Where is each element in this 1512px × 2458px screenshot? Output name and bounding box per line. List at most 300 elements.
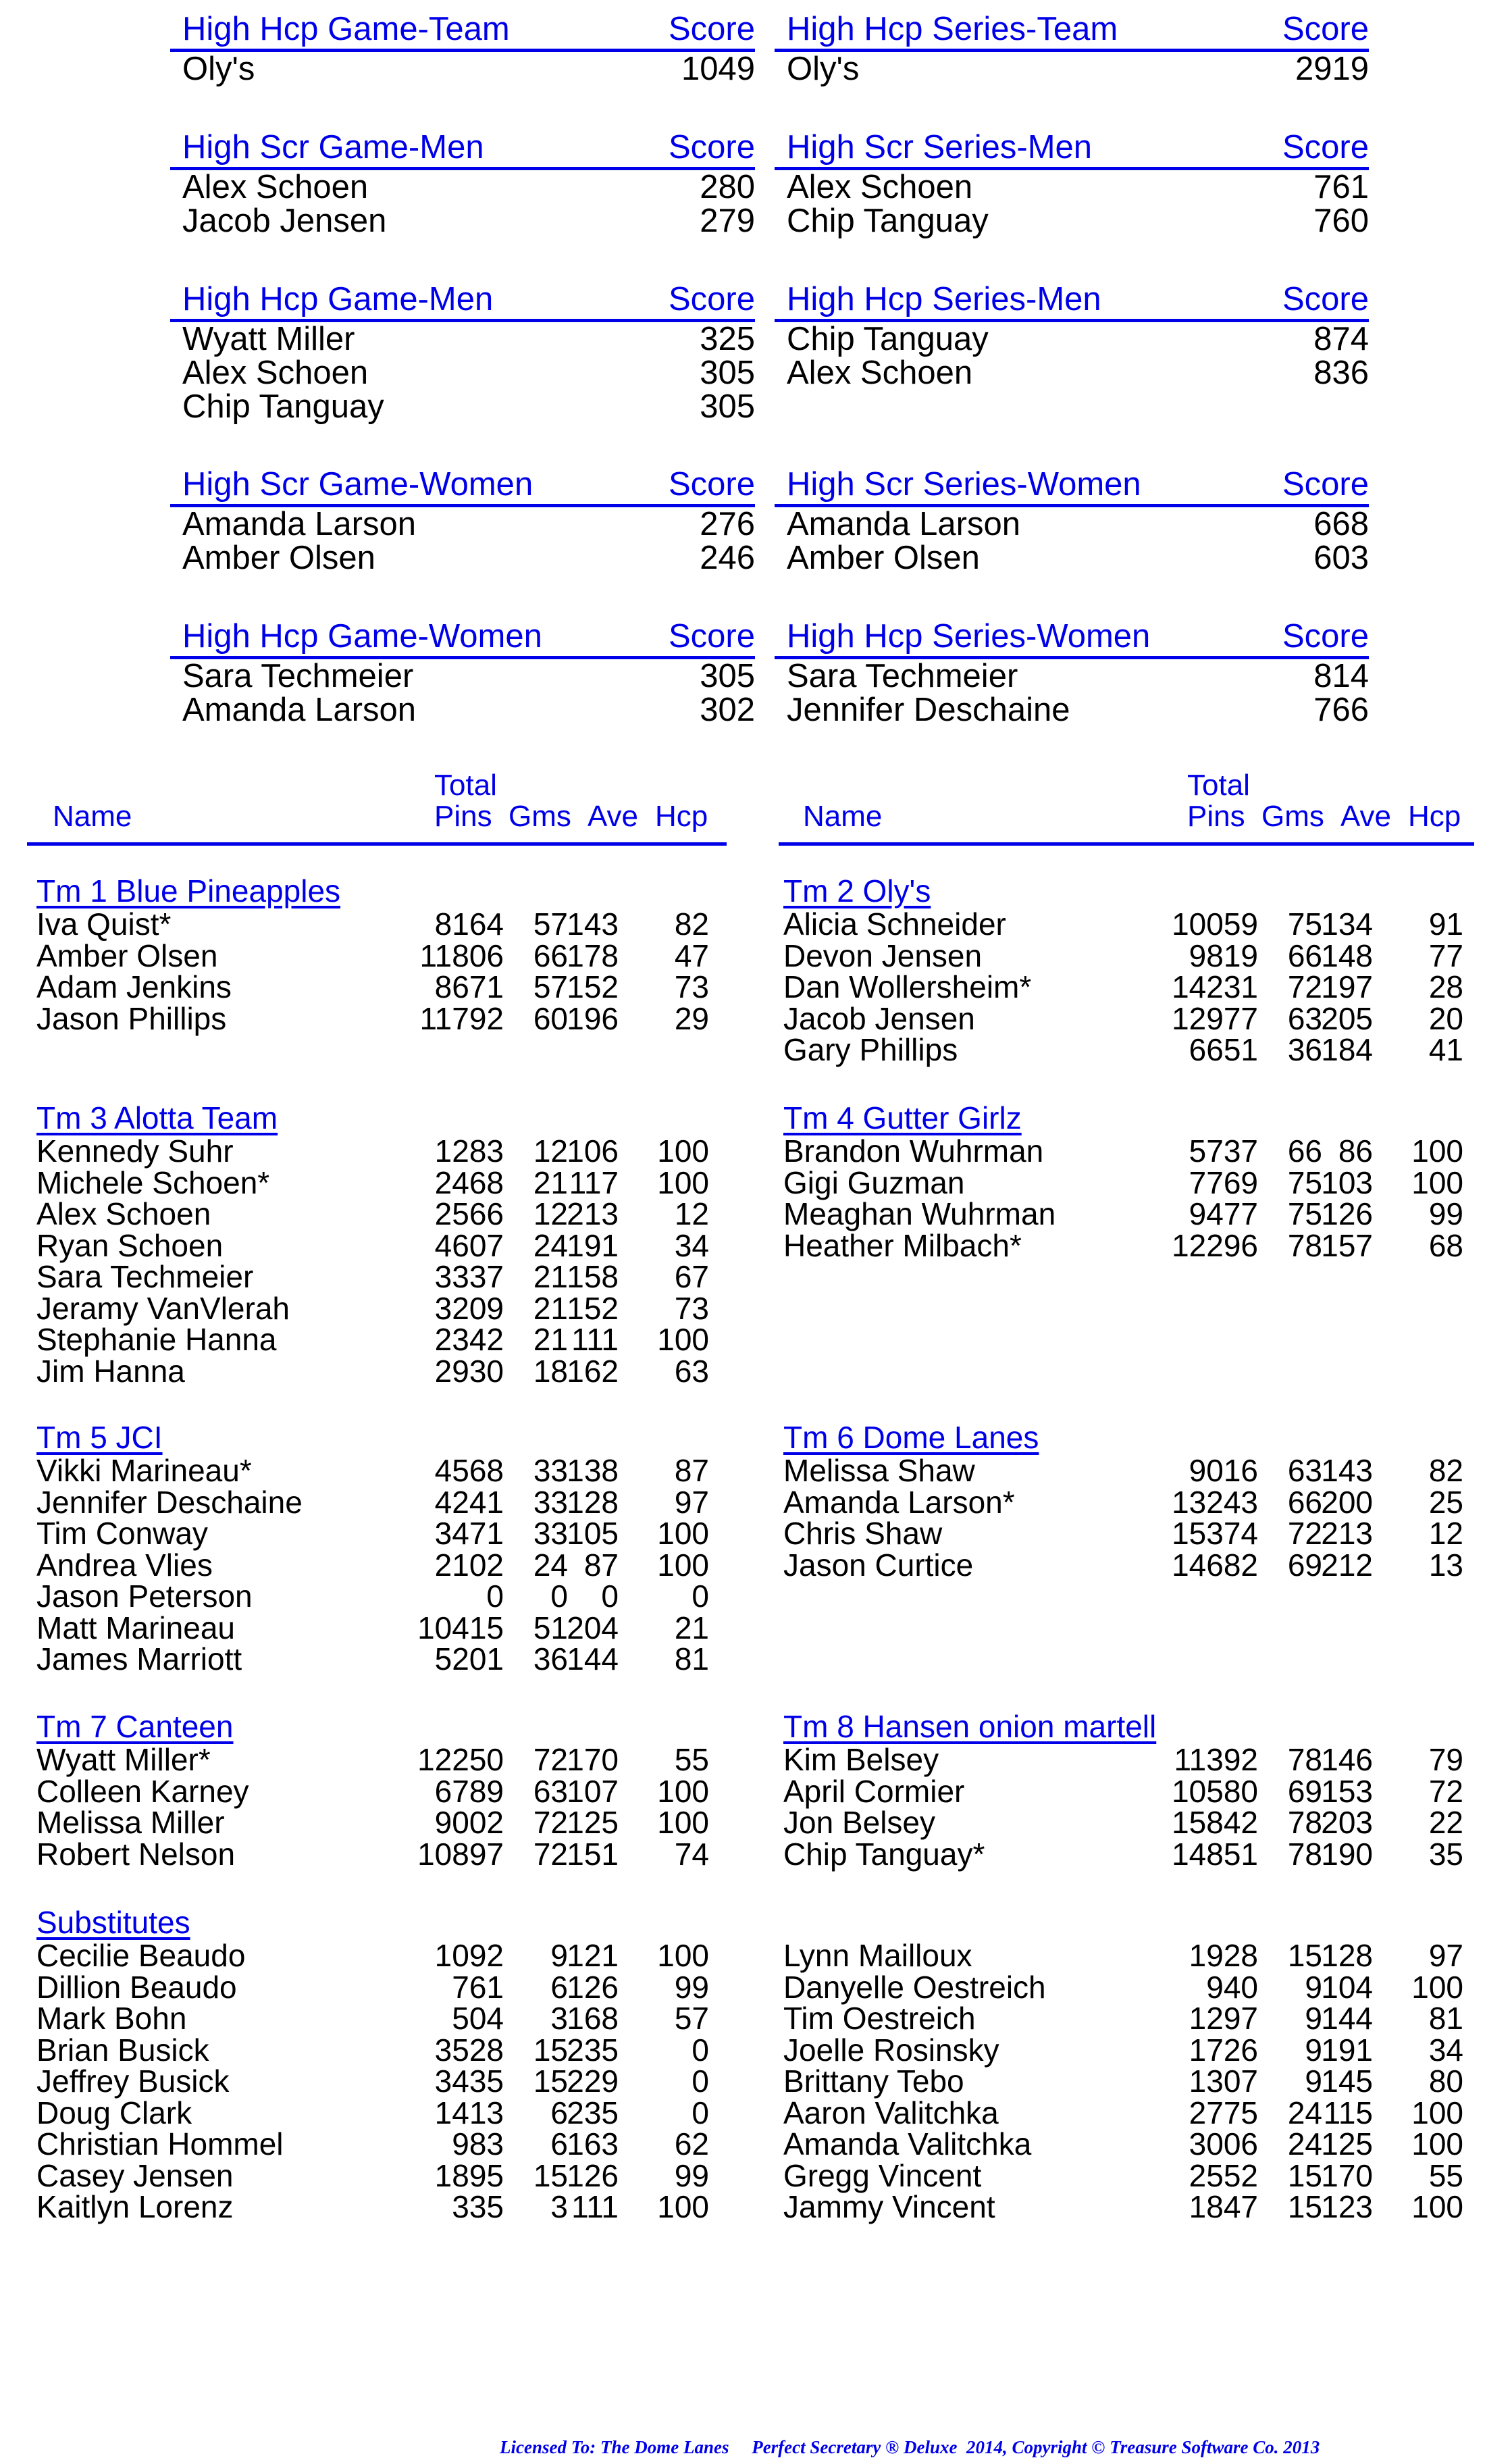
player-pins: 1092 — [434, 1938, 504, 1973]
high-score-title: High Hcp Series-Women — [787, 618, 1151, 655]
player-row — [783, 1518, 1474, 1550]
player-handicap: 68 — [1428, 1227, 1463, 1263]
player-handicap: 80 — [1428, 2064, 1463, 2099]
player-handicap: 100 — [657, 1773, 709, 1809]
player-pins: 4241 — [434, 1484, 504, 1520]
player-row — [783, 2128, 1474, 2160]
player-pins: 13243 — [1172, 1484, 1258, 1520]
bowler-score: 279 — [700, 203, 755, 239]
player-games: 9 — [1305, 1969, 1322, 2005]
player-average: 235 — [567, 2095, 619, 2130]
player-handicap: 0 — [692, 1579, 709, 1614]
bowler-score: 1049 — [681, 51, 755, 87]
player-handicap: 100 — [657, 1322, 709, 1357]
roster-header-right — [779, 768, 1474, 846]
bowler-name: Amber Olsen — [182, 540, 375, 576]
score-label: Score — [1282, 129, 1369, 165]
player-pins: 3528 — [434, 2032, 504, 2068]
high-score-title: High Scr Game-Men — [182, 129, 484, 165]
player-games: 75 — [1287, 906, 1322, 942]
player-row — [783, 2066, 1474, 2097]
score-label: Score — [668, 281, 755, 317]
player-games: 78 — [1287, 1836, 1322, 1872]
team-title[interactable]: Tm 2 Oly's — [783, 873, 931, 908]
col-total: Total — [1187, 769, 1250, 802]
high-score-entry — [170, 356, 755, 390]
player-games: 78 — [1287, 1227, 1322, 1263]
roster-header-left — [27, 768, 727, 846]
player-pins: 15374 — [1172, 1516, 1258, 1551]
player-name: Alex Schoen — [36, 1196, 211, 1231]
player-average: 0 — [601, 1579, 619, 1614]
player-average: 87 — [583, 1547, 619, 1583]
player-average: 196 — [567, 1000, 619, 1036]
player-pins: 2102 — [434, 1547, 504, 1583]
col-hcp: Hcp — [655, 800, 708, 833]
player-name: Robert Nelson — [36, 1836, 236, 1872]
high-score-box — [170, 126, 755, 238]
player-games: 36 — [533, 1641, 568, 1676]
player-pins: 1297 — [1189, 2001, 1258, 2036]
bowler-score: 814 — [1313, 658, 1369, 694]
team-block — [36, 1100, 720, 1387]
bowler-name: Alex Schoen — [787, 355, 973, 391]
player-games: 57 — [533, 906, 568, 942]
player-pins: 983 — [452, 2126, 504, 2161]
player-average: 170 — [1321, 2157, 1373, 2193]
player-average: 151 — [567, 1836, 619, 1872]
player-name: Alicia Schneider — [783, 906, 1006, 942]
high-score-box — [775, 615, 1369, 727]
player-row — [36, 1484, 720, 1520]
col-total: Total — [434, 769, 497, 802]
player-row — [36, 1164, 720, 1200]
player-average: 123 — [1321, 2189, 1373, 2224]
player-games: 18 — [533, 1353, 568, 1389]
score-label: Score — [1282, 466, 1369, 503]
player-handicap: 34 — [674, 1227, 709, 1263]
player-row — [36, 1518, 720, 1550]
player-average: 197 — [1321, 969, 1373, 1004]
player-row — [36, 2157, 720, 2193]
player-handicap: 97 — [1428, 1938, 1463, 1973]
player-pins: 3209 — [434, 1290, 504, 1326]
player-name: April Cormier — [783, 1773, 965, 1809]
player-pins: 14231 — [1172, 969, 1258, 1004]
score-label: Score — [668, 466, 755, 503]
player-games: 9 — [1305, 2032, 1322, 2068]
player-row — [36, 2097, 720, 2129]
player-games: 33 — [533, 1516, 568, 1551]
player-name: Casey Jensen — [36, 2157, 234, 2193]
high-score-entry — [775, 693, 1369, 727]
player-handicap: 82 — [674, 906, 709, 942]
player-name: Chris Shaw — [783, 1516, 943, 1551]
player-row — [36, 1836, 720, 1872]
team-title[interactable]: Tm 6 Dome Lanes — [783, 1420, 1039, 1455]
player-row — [36, 1261, 720, 1293]
player-average: 152 — [567, 1290, 619, 1326]
player-average: 128 — [567, 1484, 619, 1520]
player-name: Dan Wollersheim* — [783, 969, 1032, 1004]
bowler-score: 305 — [700, 355, 755, 391]
player-games: 6 — [550, 1969, 568, 2005]
player-average: 162 — [567, 1353, 619, 1389]
player-games: 15 — [533, 2032, 568, 2068]
player-games: 72 — [1287, 969, 1322, 1004]
high-score-title: High Hcp Game-Men — [182, 281, 494, 317]
bowler-name: Sara Techmeier — [182, 658, 414, 694]
high-score-title: High Scr Series-Men — [787, 129, 1093, 165]
bowler-score: 836 — [1313, 355, 1369, 391]
score-label: Score — [668, 129, 755, 165]
player-average: 163 — [567, 2126, 619, 2161]
player-handicap: 13 — [1428, 1547, 1463, 1583]
player-name: Jammy Vincent — [783, 2189, 995, 2224]
bowler-score: 761 — [1313, 169, 1369, 205]
high-score-entry — [170, 390, 755, 424]
player-pins: 8164 — [434, 906, 504, 942]
team-block — [783, 1100, 1474, 1261]
player-average: 158 — [567, 1259, 619, 1294]
player-handicap: 20 — [1428, 1000, 1463, 1036]
player-row — [783, 1455, 1474, 1487]
player-handicap: 100 — [657, 2189, 709, 2224]
bowler-score: 766 — [1313, 692, 1369, 728]
player-pins: 2468 — [434, 1164, 504, 1200]
player-name: Lynn Mailloux — [783, 1938, 972, 1973]
player-games: 72 — [1287, 1516, 1322, 1551]
player-handicap: 82 — [1428, 1453, 1463, 1488]
player-name: Kennedy Suhr — [36, 1133, 234, 1169]
player-row — [783, 1135, 1474, 1167]
team-title[interactable] — [783, 1905, 1474, 1940]
team-title[interactable]: Substitutes — [36, 1905, 190, 1940]
bowler-name: Chip Tanguay — [182, 388, 384, 425]
bowler-name: Jacob Jensen — [182, 203, 387, 239]
player-row — [783, 1547, 1474, 1583]
player-pins: 504 — [452, 2001, 504, 2036]
player-average: 212 — [1321, 1547, 1373, 1583]
player-games: 78 — [1287, 1805, 1322, 1840]
player-handicap: 0 — [692, 2032, 709, 2068]
high-score-entry — [775, 356, 1369, 390]
player-pins: 2552 — [1189, 2157, 1258, 2193]
player-name: Joelle Rosinsky — [783, 2032, 999, 2068]
player-average: 153 — [1321, 1773, 1373, 1809]
bowler-score: 760 — [1313, 203, 1369, 239]
player-row — [36, 1547, 720, 1583]
player-handicap: 100 — [657, 1164, 709, 1200]
player-average: 143 — [1321, 1453, 1373, 1488]
player-row — [36, 1290, 720, 1326]
player-average: 126 — [567, 2157, 619, 2193]
player-games: 0 — [550, 1579, 568, 1614]
player-row — [36, 1969, 720, 2005]
team-block — [783, 873, 1474, 1066]
high-score-entry — [775, 322, 1369, 356]
player-average: 148 — [1321, 938, 1373, 973]
player-average: 144 — [567, 1641, 619, 1676]
score-label: Score — [668, 618, 755, 655]
bowler-name: Amanda Larson — [182, 692, 416, 728]
player-pins: 3471 — [434, 1516, 504, 1551]
player-pins: 6651 — [1189, 1032, 1258, 1067]
player-name: James Marriott — [36, 1641, 242, 1676]
col-pins: Pins — [434, 800, 492, 833]
player-handicap: 99 — [1428, 1196, 1463, 1231]
player-name: Jeffrey Busick — [36, 2064, 230, 2099]
player-games: 21 — [533, 1164, 568, 1200]
player-handicap: 73 — [674, 969, 709, 1004]
player-pins: 10059 — [1172, 906, 1258, 942]
player-pins: 9016 — [1189, 1453, 1258, 1488]
player-row — [36, 1807, 720, 1839]
player-games: 60 — [533, 1000, 568, 1036]
player-name: Gigi Guzman — [783, 1164, 965, 1200]
player-name: Cecilie Beaudo — [36, 1938, 246, 1973]
high-score-box — [775, 463, 1369, 575]
player-average: 125 — [567, 1805, 619, 1840]
player-pins: 0 — [486, 1579, 504, 1614]
col-ave: Ave — [1340, 800, 1392, 833]
player-name: Brian Busick — [36, 2032, 209, 2068]
player-average: 107 — [567, 1773, 619, 1809]
player-handicap: 99 — [674, 1969, 709, 2005]
player-games: 66 — [1287, 938, 1322, 973]
player-games: 12 — [533, 1133, 568, 1169]
player-average: 144 — [1321, 2001, 1373, 2036]
high-score-entry — [170, 204, 755, 238]
player-handicap: 29 — [674, 1000, 709, 1036]
player-handicap: 100 — [657, 1547, 709, 1583]
player-name: Christian Hommel — [36, 2126, 284, 2161]
high-score-header — [775, 278, 1369, 322]
player-handicap: 100 — [657, 1938, 709, 1973]
player-pins: 11792 — [419, 1000, 504, 1036]
player-handicap: 100 — [1411, 2126, 1463, 2161]
score-label: Score — [668, 11, 755, 47]
player-pins: 8671 — [434, 969, 504, 1004]
player-pins: 3006 — [1189, 2126, 1258, 2161]
player-name: Amanda Valitchka — [783, 2126, 1032, 2161]
player-games: 15 — [533, 2064, 568, 2099]
player-average: 191 — [1321, 2032, 1373, 2068]
player-row — [783, 2003, 1474, 2034]
col-ave: Ave — [588, 800, 639, 833]
player-row — [36, 1000, 720, 1036]
score-label: Score — [1282, 281, 1369, 317]
player-handicap: 72 — [1428, 1773, 1463, 1809]
player-games: 63 — [1287, 1453, 1322, 1488]
player-average: 143 — [567, 906, 619, 942]
player-name: Meaghan Wuhrman — [783, 1196, 1056, 1231]
player-games: 15 — [1287, 2189, 1322, 2224]
bowler-name: Sara Techmeier — [787, 658, 1018, 694]
player-average: 178 — [567, 938, 619, 973]
high-score-title: High Scr Game-Women — [182, 466, 533, 503]
player-name: Tim Oestreich — [783, 2001, 976, 2036]
player-name: Devon Jensen — [783, 938, 983, 973]
player-average: 205 — [1321, 1000, 1373, 1036]
player-pins: 2930 — [434, 1353, 504, 1389]
player-name: Dillion Beaudo — [36, 1969, 237, 2005]
player-row — [36, 2034, 720, 2066]
player-pins: 6789 — [434, 1773, 504, 1809]
player-name: Melissa Miller — [36, 1805, 225, 1840]
player-average: 121 — [567, 1938, 619, 1973]
player-row — [36, 1198, 720, 1230]
player-name: Colleen Karney — [36, 1773, 249, 1809]
team-block — [783, 1420, 1474, 1581]
player-pins: 7769 — [1189, 1164, 1258, 1200]
team-block — [36, 873, 720, 1034]
player-games: 51 — [533, 1610, 568, 1645]
player-row — [783, 940, 1474, 972]
bowler-name: Jennifer Deschaine — [787, 692, 1070, 728]
player-games: 75 — [1287, 1196, 1322, 1231]
player-handicap: 34 — [1428, 2032, 1463, 2068]
player-games: 9 — [1305, 2001, 1322, 2036]
high-score-entry — [775, 52, 1369, 86]
high-score-entry — [170, 322, 755, 356]
team-title[interactable]: Tm 8 Hansen onion martell — [783, 1709, 1157, 1744]
player-pins: 2342 — [434, 1322, 504, 1357]
team-title[interactable]: Tm 7 Canteen — [36, 1709, 234, 1744]
bowler-name: Amanda Larson — [182, 506, 416, 542]
player-games: 24 — [533, 1227, 568, 1263]
player-pins: 1847 — [1189, 2189, 1258, 2224]
player-games: 69 — [1287, 1773, 1322, 1809]
player-average: 103 — [1321, 1164, 1373, 1200]
player-name: Jason Phillips — [36, 1000, 227, 1036]
player-row — [783, 1773, 1474, 1809]
bowler-name: Chip Tanguay — [787, 203, 989, 239]
player-pins: 12977 — [1172, 1000, 1258, 1036]
high-score-entry — [170, 693, 755, 727]
high-score-entry — [775, 659, 1369, 693]
player-pins: 9819 — [1189, 938, 1258, 973]
player-row — [36, 1581, 720, 1612]
player-row — [36, 1455, 720, 1487]
player-name: Mark Bohn — [36, 2001, 187, 2036]
player-row — [783, 1198, 1474, 1230]
high-score-title: High Hcp Game-Women — [182, 618, 542, 655]
bowler-score: 2919 — [1295, 51, 1369, 87]
player-games: 9 — [1305, 2064, 1322, 2099]
col-name: Name — [53, 800, 132, 833]
player-average: 125 — [1321, 2126, 1373, 2161]
player-games: 33 — [533, 1453, 568, 1488]
player-handicap: 0 — [692, 2064, 709, 2099]
high-score-entry — [170, 52, 755, 86]
player-name: Michele Schoen* — [36, 1164, 270, 1200]
bowler-score: 302 — [700, 692, 755, 728]
player-games: 3 — [550, 2001, 568, 2036]
player-average: 152 — [567, 969, 619, 1004]
player-handicap: 91 — [1428, 906, 1463, 942]
player-pins: 1307 — [1189, 2064, 1258, 2099]
player-pins: 2566 — [434, 1196, 504, 1231]
player-handicap: 47 — [674, 938, 709, 973]
player-row — [783, 1969, 1474, 2005]
player-row — [783, 1940, 1474, 1972]
player-average: 106 — [567, 1133, 619, 1169]
player-average: 117 — [569, 1164, 619, 1200]
player-handicap: 81 — [1428, 2001, 1463, 2036]
player-row — [36, 2066, 720, 2097]
player-handicap: 62 — [674, 2126, 709, 2161]
bowler-name: Amanda Larson — [787, 506, 1020, 542]
team-title[interactable]: Tm 1 Blue Pineapples — [36, 873, 341, 908]
player-pins: 4607 — [434, 1227, 504, 1263]
player-pins: 12296 — [1172, 1227, 1258, 1263]
team-title[interactable]: Tm 4 Gutter Girlz — [783, 1100, 1022, 1135]
player-row — [783, 2191, 1474, 2223]
player-games: 36 — [1287, 1032, 1322, 1067]
player-games: 63 — [1287, 1000, 1322, 1036]
high-score-entry — [775, 541, 1369, 575]
player-pins: 15842 — [1172, 1805, 1258, 1840]
high-score-header — [170, 463, 755, 507]
footer — [500, 2437, 1320, 2458]
player-average: 213 — [1321, 1516, 1373, 1551]
player-average: 184 — [1321, 1032, 1373, 1067]
player-pins: 1413 — [434, 2095, 504, 2130]
player-handicap: 77 — [1428, 938, 1463, 973]
team-title[interactable]: Tm 3 Alotta Team — [36, 1100, 278, 1135]
score-label: Score — [1282, 618, 1369, 655]
player-row — [783, 1484, 1474, 1520]
player-handicap: 21 — [674, 1610, 709, 1645]
player-games: 9 — [550, 1938, 568, 1973]
player-average: 104 — [1321, 1969, 1373, 2005]
player-average: 115 — [1323, 2095, 1373, 2130]
player-games: 72 — [533, 1836, 568, 1872]
player-games: 66 — [1287, 1484, 1322, 1520]
player-row — [783, 1164, 1474, 1200]
player-handicap: 100 — [1411, 2095, 1463, 2130]
player-name: Melissa Shaw — [783, 1453, 975, 1488]
player-games: 24 — [1287, 2095, 1322, 2130]
team-block — [783, 1905, 1474, 2223]
player-pins: 940 — [1206, 1969, 1258, 2005]
player-name: Amanda Larson* — [783, 1484, 1015, 1520]
player-name: Wyatt Miller* — [36, 1742, 211, 1777]
bowler-score: 603 — [1313, 540, 1369, 576]
player-name: Jon Belsey — [783, 1805, 936, 1840]
team-block — [36, 1709, 720, 1870]
player-name: Jennifer Deschaine — [36, 1484, 303, 1520]
bowler-name: Chip Tanguay — [787, 321, 989, 357]
bowler-name: Alex Schoen — [182, 169, 369, 205]
player-name: Matt Marineau — [36, 1610, 236, 1645]
player-handicap: 97 — [674, 1484, 709, 1520]
player-average: 128 — [1321, 1938, 1373, 1973]
player-pins: 4568 — [434, 1453, 504, 1488]
high-score-entry — [775, 170, 1369, 204]
player-pins: 14851 — [1172, 1836, 1258, 1872]
high-score-entry — [775, 204, 1369, 238]
player-pins: 1928 — [1189, 1938, 1258, 1973]
player-row — [36, 908, 720, 940]
player-handicap: 55 — [674, 1742, 709, 1777]
player-row — [783, 1000, 1474, 1036]
bowler-name: Amber Olsen — [787, 540, 980, 576]
player-row — [36, 1773, 720, 1809]
player-row — [36, 2128, 720, 2160]
team-title[interactable]: Tm 5 JCI — [36, 1420, 163, 1455]
